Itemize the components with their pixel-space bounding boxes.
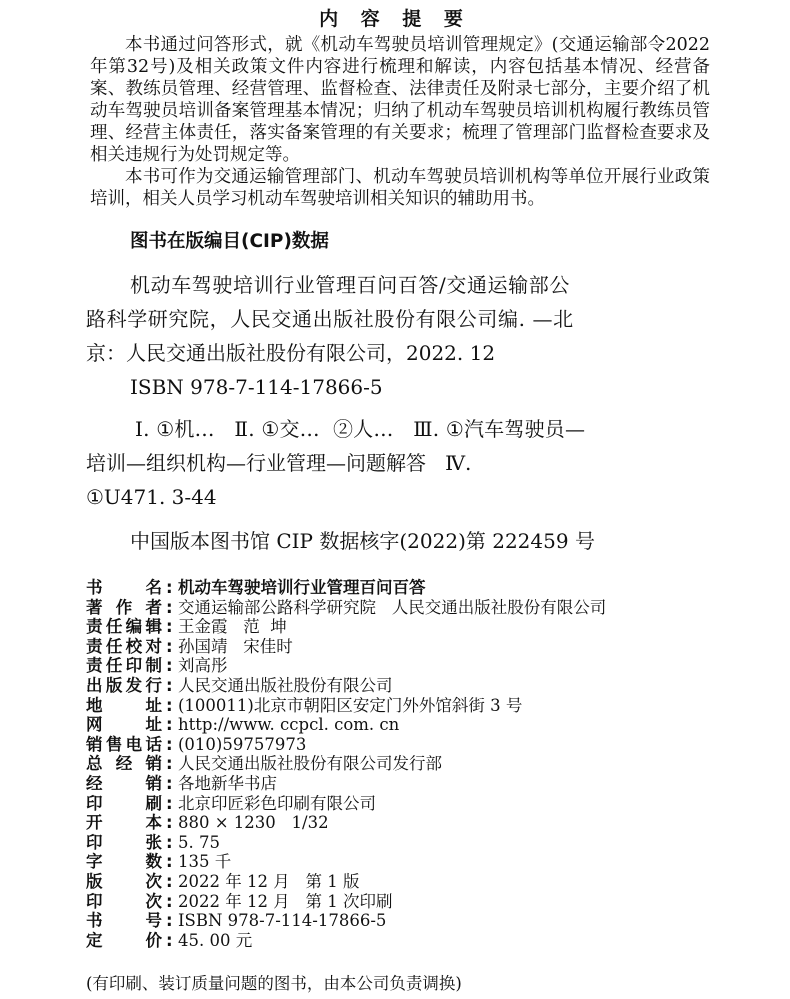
meta-label: 印刷	[86, 793, 162, 813]
meta-label: 地址	[86, 695, 162, 715]
meta-row-sheets: 印张 : 5. 75	[86, 832, 220, 852]
meta-value: 孙国靖 宋佳时	[178, 636, 293, 656]
meta-value: 王金霞 范 坤	[178, 617, 287, 637]
cip-subject-line: ①U471. 3-44	[86, 485, 217, 509]
meta-label: 责任印制	[86, 656, 162, 676]
meta-label: 书号	[86, 911, 162, 931]
meta-row-proofreader: 责任校对 : 孙国靖 宋佳时	[86, 636, 293, 656]
meta-row-distributor: 经销 : 各地新华书店	[86, 773, 277, 793]
meta-label: 定价	[86, 930, 162, 950]
meta-row-publisher: 出版发行 : 人民交通出版社股份有限公司	[86, 675, 393, 695]
meta-label: 印次	[86, 891, 162, 911]
meta-value: 人民交通出版社股份有限公司	[178, 675, 393, 695]
meta-label: 著作者	[86, 597, 162, 617]
meta-row-title: 书名 : 机动车驾驶培训行业管理百问百答	[86, 578, 426, 597]
meta-value: 5. 75	[178, 832, 220, 852]
meta-label: 责任校对	[86, 636, 162, 656]
meta-row-impression: 印次 : 2022 年 12 月 第 1 次印刷	[86, 891, 393, 911]
meta-value: 交通运输部公路科学研究院 人民交通出版社股份有限公司	[178, 597, 607, 617]
summary-paragraph: 本书通过问答形式，就《机动车驾驶员培训管理规定》(交通运输部令2022年第32号)及相关政策文件内容进行梳理和解读，内容包括基本情况、经营备案、教练员管理、经营管理、监督检查、法律责任及附录七部分，主要介绍了机动车驾驶员培训备案管理基本情况；归纳了机动车驾驶员培训机构履行教练员管理、经营主体责任，落实备案管理的有关要求；梳理了管理部门监督检查要求及相关违规行为处罚规定等。	[90, 35, 710, 165]
meta-row-print-supervisor: 责任印制 : 刘高彤	[86, 656, 228, 676]
cip-heading: 图书在版编目(CIP)数据	[130, 231, 329, 252]
meta-value: 135 千	[178, 852, 232, 872]
meta-row-book-number: 书号 : ISBN 978-7-114-17866-5	[86, 911, 387, 931]
meta-label: 版次	[86, 871, 162, 891]
meta-value: 刘高彤	[178, 656, 228, 676]
meta-value: 北京印匠彩色印刷有限公司	[178, 793, 376, 813]
cip-record-line: 机动车驾驶培训行业管理百问百答/交通运输部公	[130, 273, 570, 297]
meta-label: 字数	[86, 852, 162, 872]
meta-value: 2022 年 12 月 第 1 版	[178, 871, 360, 891]
meta-label: 经销	[86, 773, 162, 793]
meta-label: 印张	[86, 832, 162, 852]
meta-row-general-distributor: 总经销 : 人民交通出版社股份有限公司发行部	[86, 754, 442, 774]
meta-value: (010)59757973	[178, 734, 307, 754]
meta-row-format: 开本 : 880 × 1230 1/32	[86, 813, 329, 833]
cip-subject-line: Ⅰ. ①机… Ⅱ. ①交… ②人… Ⅲ. ①汽车驾驶员—	[135, 417, 586, 441]
meta-value: 45. 00 元	[178, 930, 253, 950]
meta-row-editor: 责任编辑 : 王金霞 范 坤	[86, 617, 287, 637]
meta-value: (100011)北京市朝阳区安定门外外馆斜街 3 号	[178, 695, 523, 715]
meta-value: 880 × 1230 1/32	[178, 813, 329, 833]
meta-row-address: 地址 : (100011)北京市朝阳区安定门外外馆斜街 3 号	[86, 695, 523, 715]
quality-notice: (有印刷、装订质量问题的图书，由本公司负责调换)	[86, 974, 462, 993]
cip-isbn: ISBN 978-7-114-17866-5	[130, 375, 383, 399]
summary-body	[90, 34, 710, 210]
meta-value: ISBN 978-7-114-17866-5	[178, 911, 387, 931]
meta-value: 人民交通出版社股份有限公司发行部	[178, 754, 442, 774]
cip-subject-line: 培训—组织机构—行业管理—问题解答 Ⅳ.	[86, 451, 472, 475]
meta-label: 书名	[86, 578, 162, 597]
cip-record-line: 京：人民交通出版社股份有限公司，2022. 12	[86, 341, 496, 365]
meta-row-website: 网址 : http://www. ccpcl. com. cn	[86, 715, 400, 735]
meta-value: 各地新华书店	[178, 773, 277, 793]
meta-row-printer: 印刷 : 北京印匠彩色印刷有限公司	[86, 793, 376, 813]
meta-label: 销售电话	[86, 734, 162, 754]
meta-row-word-count: 字数 : 135 千	[86, 852, 232, 872]
summary-title: 内 容 提 要	[319, 8, 471, 30]
meta-row-sales-phone: 销售电话 : (010)59757973	[86, 734, 307, 754]
meta-row-edition: 版次 : 2022 年 12 月 第 1 版	[86, 871, 360, 891]
meta-label: 开本	[86, 813, 162, 833]
meta-row-authors: 著作者 : 交通运输部公路科学研究院 人民交通出版社股份有限公司	[86, 597, 607, 617]
meta-value: 2022 年 12 月 第 1 次印刷	[178, 891, 393, 911]
publication-info	[86, 578, 726, 950]
cip-data-verify: 中国版本图书馆 CIP 数据核字(2022)第 222459 号	[130, 529, 595, 553]
meta-label: 责任编辑	[86, 617, 162, 637]
meta-row-price: 定价 : 45. 00 元	[86, 930, 253, 950]
cip-record-line: 路科学研究院，人民交通出版社股份有限公司编. —北	[86, 307, 574, 331]
summary-paragraph: 本书可作为交通运输管理部门、机动车驾驶员培训机构等单位开展行业政策培训，相关人员学习机动车驾驶培训相关知识的辅助用书。	[90, 167, 710, 209]
meta-value: 机动车驾驶培训行业管理百问百答	[178, 578, 426, 597]
meta-label: 网址	[86, 715, 162, 735]
meta-label: 总经销	[86, 754, 162, 774]
meta-label: 出版发行	[86, 675, 162, 695]
meta-value: http://www. ccpcl. com. cn	[178, 715, 400, 735]
